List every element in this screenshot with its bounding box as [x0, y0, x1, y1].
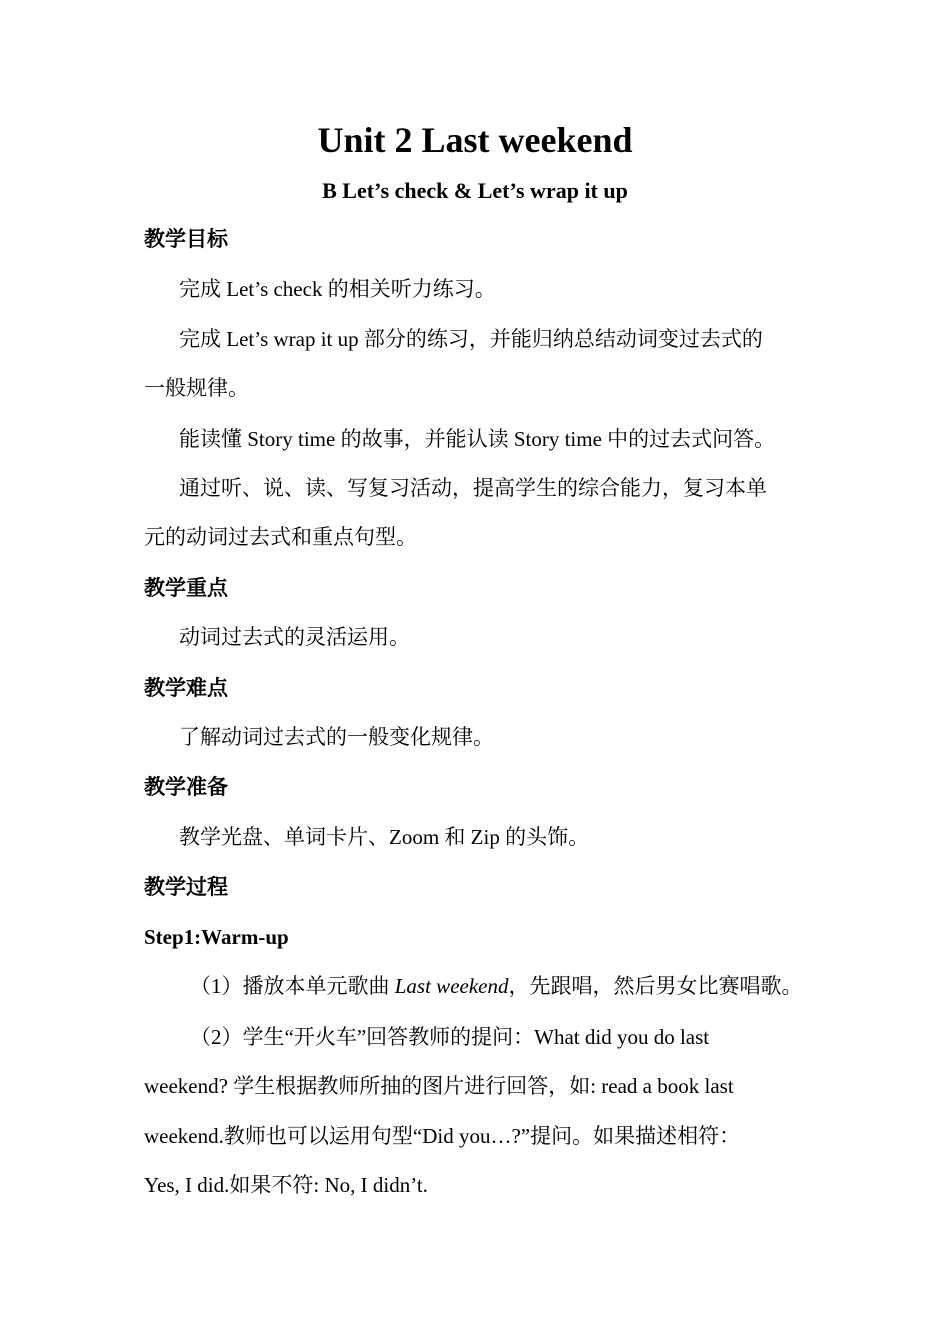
- objective-1: 完成 Let’s check 的相关听力练习。: [179, 277, 496, 301]
- key-points-heading: 教学重点: [144, 576, 228, 600]
- objectives-heading: 教学目标: [144, 227, 228, 251]
- song-title: Last weekend: [394, 974, 509, 998]
- preparation-text: 教学光盘、单词卡片、Zoom 和 Zip 的头饰。: [179, 825, 590, 849]
- step1-heading: Step1:Warm-up: [144, 925, 289, 949]
- item-1-number: （1）: [190, 974, 243, 998]
- item-1-text-pre: 播放本单元歌曲: [242, 974, 395, 998]
- page-title: Unit 2 Last weekend: [317, 120, 633, 160]
- warmup-item-2-line-4: Yes, I did.如果不符: No, I didn’t.: [144, 1173, 428, 1197]
- difficulties-text: 了解动词过去式的一般变化规律。: [179, 725, 494, 749]
- objective-2-line-1: 完成 Let’s wrap it up 部分的练习，并能归纳总结动词变过去式的: [179, 327, 763, 351]
- preparation-heading: 教学准备: [144, 775, 228, 799]
- item-2-text-line-1: 学生“开火车”回答教师的提问：What did you do last: [242, 1025, 710, 1049]
- difficulties-heading: 教学难点: [144, 676, 228, 700]
- warmup-item-2-line-3: weekend.教师也可以运用句型“Did you…?”提问。如果描述相符：: [144, 1124, 741, 1148]
- process-heading: 教学过程: [144, 875, 228, 899]
- key-points-text: 动词过去式的灵活运用。: [179, 625, 410, 649]
- objective-3: 能读懂 Story time 的故事，并能认读 Story time 中的过去式问答。: [179, 427, 776, 451]
- page-subtitle: B Let’s check & Let’s wrap it up: [322, 178, 628, 203]
- objective-4-line-1: 通过听、说、读、写复习活动，提高学生的综合能力，复习本单: [179, 476, 767, 500]
- item-2-number: （2）: [190, 1025, 243, 1049]
- objective-4-line-2: 元的动词过去式和重点句型。: [144, 525, 417, 549]
- warmup-item-2-line-1: [190, 1022, 709, 1052]
- objective-2-line-2: 一般规律。: [144, 376, 249, 400]
- item-1-text-post: ，先跟唱，然后男女比赛唱歌。: [508, 974, 803, 998]
- warmup-item-2-line-2: weekend? 学生根据教师所抽的图片进行回答，如: read a book last: [144, 1074, 734, 1098]
- warmup-item-1: [190, 971, 802, 1001]
